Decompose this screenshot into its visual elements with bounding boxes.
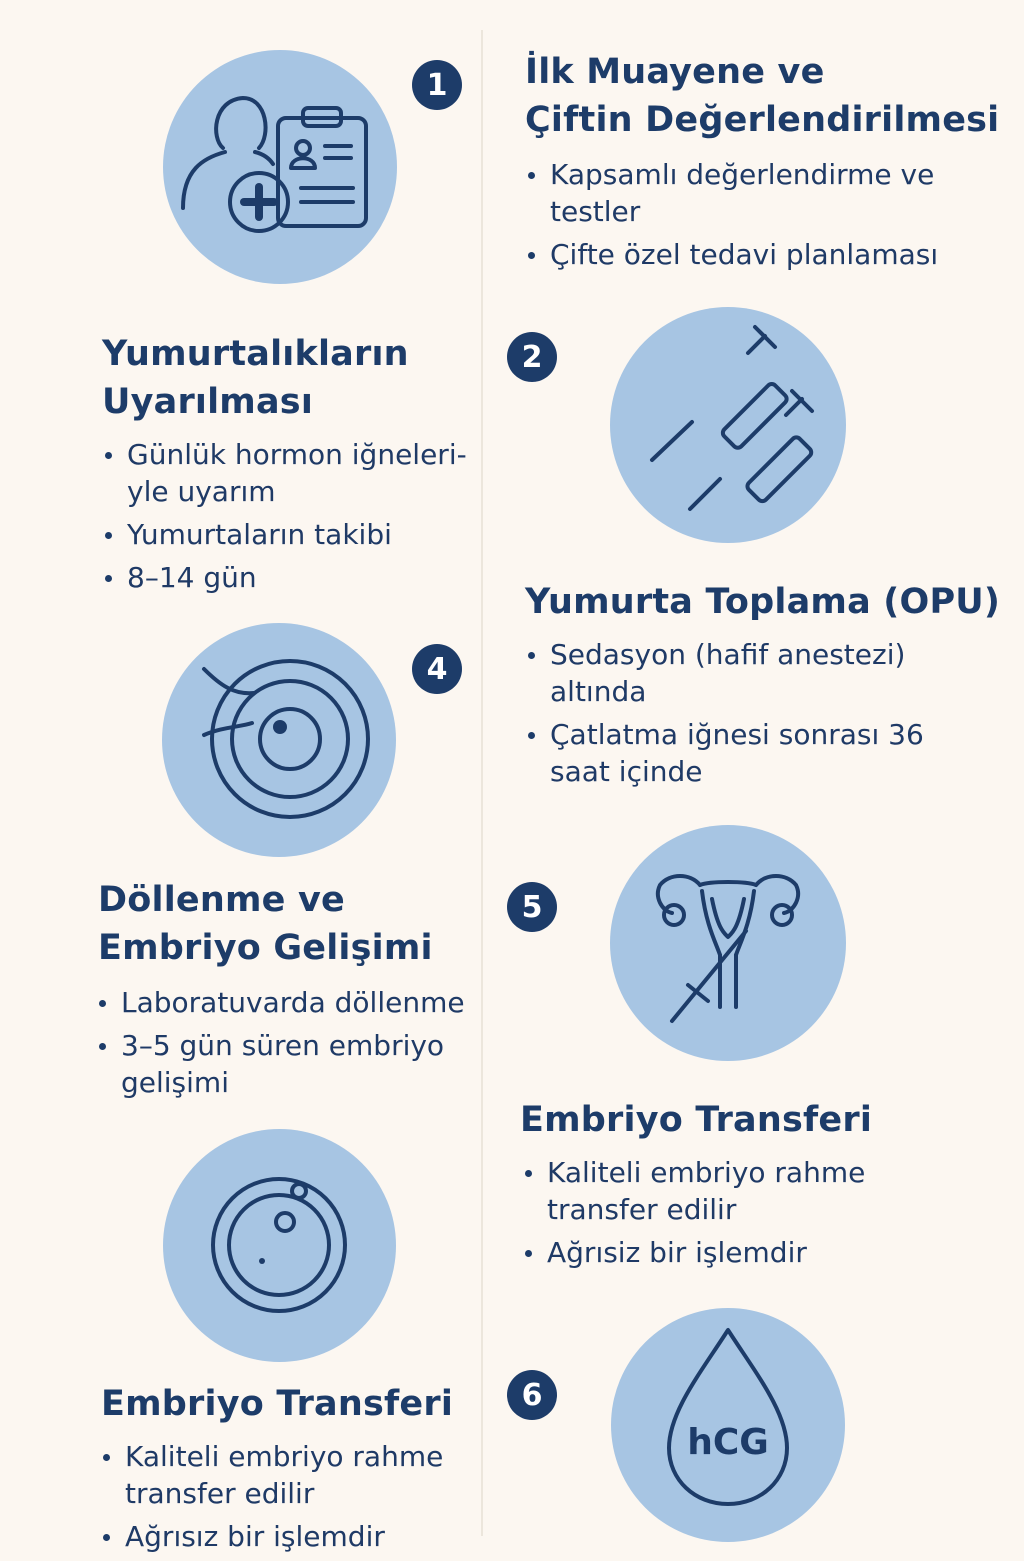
hcg-label: hCG [687,1422,769,1463]
step-title: İlk Muayene ve Çiftin Değerlendirilmesi [525,52,1000,140]
bullet-item: Kaliteli embriyo rahme transfer edilir [100,1438,460,1512]
bullet-item: Günlük hormon iğneleri-yle uyarım [102,436,472,510]
syringes-icon [610,307,846,543]
step-bullets [522,1154,942,1277]
doctor-clipboard-icon [163,50,397,284]
uterus-icon [610,825,846,1061]
bullet-item: Ağrısız bir işlemdir [100,1518,460,1555]
blood-drop-icon [611,1308,845,1542]
step-bullets [102,436,472,602]
step-title: Embriyo Transferi [101,1384,454,1424]
bullet-item: Çatlatma iğnesi sonrası 36 saat içinde [525,716,945,790]
bullet-item: Kapsamlı değerlendirme ve testler [525,156,955,230]
bullet-item: Ağrısiz bir işlemdir [522,1234,942,1271]
bullet-item: Çifte özel tedavi planlaması [525,236,955,273]
bullet-item: Kaliteli embriyo rahme transfer edilir [522,1154,942,1228]
egg-cell-icon [162,623,396,857]
step-badge: 4 [412,644,462,694]
bullet-item: Yumurtaların takibi [102,516,472,553]
step-bullets [100,1438,460,1561]
bullet-item: 3–5 gün süren embriyo gelişimi [96,1027,476,1101]
step-bullets [525,636,945,796]
bullet-item: Laboratuvarda döllenme [96,984,476,1021]
step-badge: 6 [507,1370,557,1420]
center-divider [481,30,483,1536]
step-title: Embriyo Transferi [520,1100,873,1140]
step-badge: 2 [507,332,557,382]
step-title: Döllenme ve Embriyo Gelişimi [98,880,433,968]
step-badge: 5 [507,882,557,932]
step-title: Yumurta Toplama (OPU) [525,582,1001,622]
step-title: Yumurtalıkların Uyarılması [102,334,409,422]
step-bullets [96,984,476,1107]
step-badge: 1 [412,60,462,110]
embryo-icon [163,1129,396,1362]
bullet-item: Sedasyon (hafif anestezi) altında [525,636,945,710]
bullet-item: 8–14 gün [102,559,472,596]
step-bullets [525,156,955,279]
